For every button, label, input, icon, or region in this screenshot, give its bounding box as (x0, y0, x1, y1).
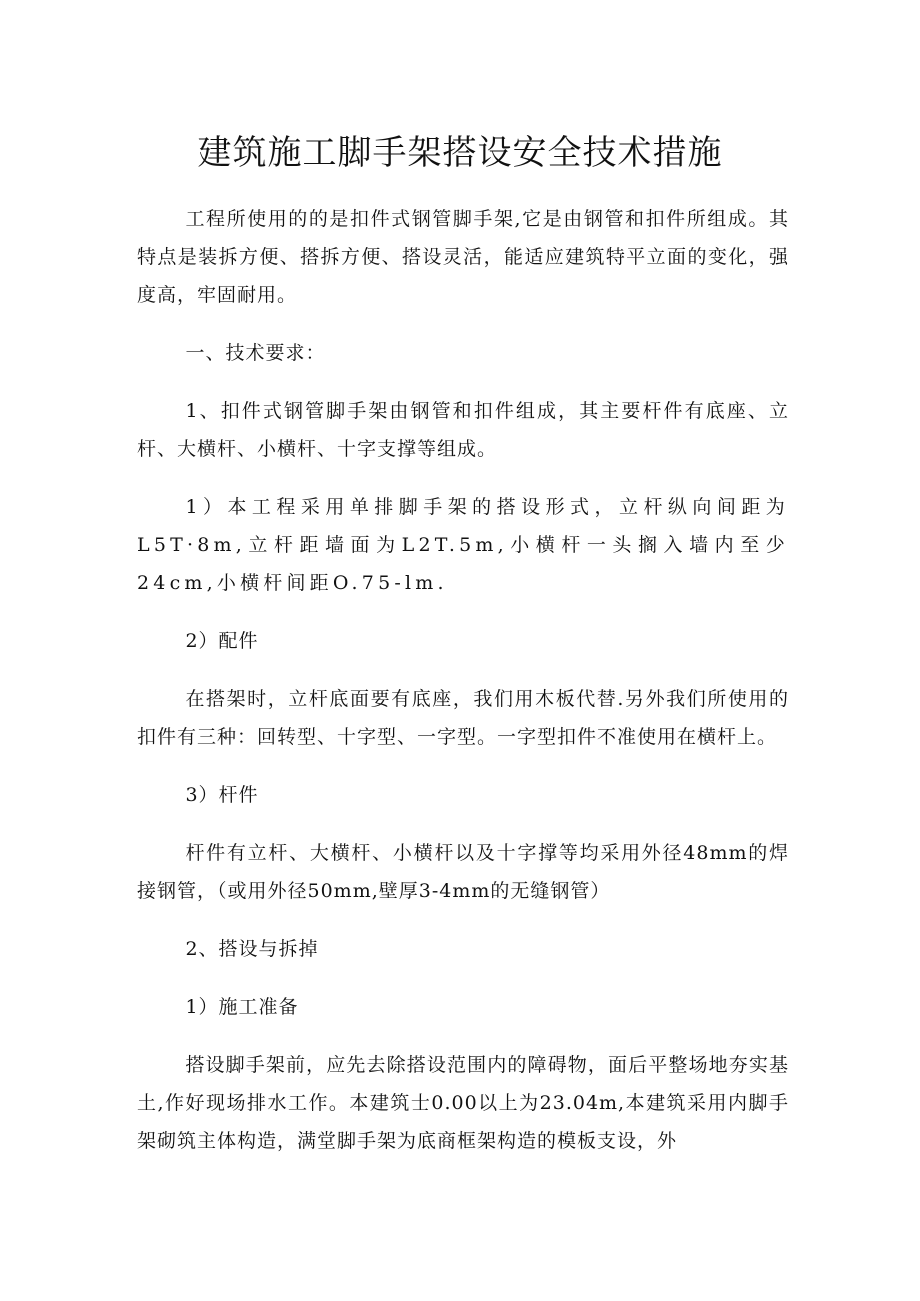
section-heading-technical-requirements: 一、技术要求： (185, 342, 326, 364)
intro-paragraph: 工程所使用的的是扣件式钢管脚手架,它是由钢管和扣件所组成。其特点是装拆方便、搭拆方便、搭设灵活，能适应建筑特平立面的变化，强度高，牢固耐用。 (137, 208, 789, 306)
paragraph-erection-form: 1）本工程采用单排脚手架的搭设形式，立杆纵向间距为L5T·8m,立杆距墙面为L2T.5m,小横杆一头搁入墙内至少24cm,小横杆间距O.75-lm. (137, 496, 789, 594)
subheading-fittings: 2）配件 (185, 630, 259, 652)
section-heading-erection-dismantling: 2、搭设与拆掉 (185, 938, 319, 960)
paragraph-fittings: 在搭架时，立杆底面要有底座，我们用木板代替.另外我们所使用的扣件有三种：回转型、十字型、一字型。一字型扣件不准使用在横杆上。 (137, 688, 789, 748)
document-title: 建筑施工脚手架搭设安全技术措施 (197, 133, 723, 173)
document-body (137, 200, 789, 1180)
paragraph-members: 杆件有立杆、大横杆、小横杆以及十字撑等均采用外径48mm的焊接钢管，（或用外径50mm,壁厚3-4mm的无缝钢管） (137, 842, 789, 902)
subheading-members: 3）杆件 (185, 784, 259, 806)
paragraph-preparation: 搭设脚手架前，应先去除搭设范围内的障碍物，面后平整场地夯实基土,作好现场排水工作。本建筑士0.00以上为23.04m,本建筑采用内脚手架砌筑主体构造，满堂脚手架为底商框架构造的模板支设，外 (137, 1054, 789, 1152)
paragraph-scaffold-composition: 1、扣件式钢管脚手架由钢管和扣件组成，其主要杆件有底座、立杆、大横杆、小横杆、十字支撑等组成。 (137, 400, 789, 460)
subheading-preparation: 1）施工准备 (185, 996, 299, 1018)
